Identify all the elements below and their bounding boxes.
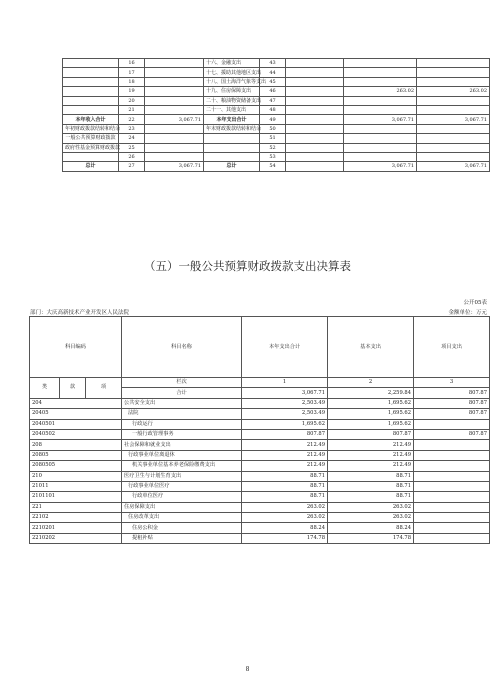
income-item-label: [63, 59, 119, 68]
expense-amount-1: [286, 162, 344, 171]
subject-code: 2210201: [30, 523, 122, 533]
amount-basic: 212.49: [328, 450, 414, 460]
summary-row: [63, 124, 490, 133]
amount-basic: 263.02: [328, 502, 414, 512]
header-total: 本年支出合计: [242, 317, 328, 378]
subject-code: 2080505: [30, 461, 122, 471]
expense-amount-3: 3,067.71: [417, 162, 490, 171]
summary-row: [63, 162, 490, 171]
income-item-label: 政府性基金预算财政拨款: [63, 143, 119, 152]
sum-total: 3,067.71: [242, 388, 328, 398]
income-item-label: [63, 105, 119, 114]
expense-item-label: 本年支出合计: [204, 115, 260, 124]
expense-amount-2: 263.02: [344, 87, 417, 96]
top-summary-table: [62, 58, 490, 172]
subject-code: 2040501: [30, 419, 122, 429]
income-item-label: [63, 96, 119, 105]
expense-amount-2: 3,067.71: [344, 162, 417, 171]
subject-name: 行政运行: [122, 419, 242, 429]
expense-row-number: 43: [260, 59, 286, 68]
expense-item-label: 十六、金融支出: [204, 59, 260, 68]
income-amount: [145, 96, 204, 105]
amount-project: [414, 419, 490, 429]
income-item-label: [63, 77, 119, 86]
income-amount: [145, 124, 204, 133]
income-item-label: [63, 152, 119, 161]
header-basic: 基本支出: [328, 317, 414, 378]
expense-amount-1: [286, 152, 344, 161]
expense-row-number: 51: [260, 134, 286, 143]
expense-amount-3: [417, 134, 490, 143]
subject-name: 住房保障支出: [122, 502, 242, 512]
expense-amount-1: [286, 68, 344, 77]
income-amount: 3,067.71: [145, 162, 204, 171]
expense-row-number: 45: [260, 77, 286, 86]
income-item-label: [63, 87, 119, 96]
subject-code: 21011: [30, 481, 122, 491]
expense-amount-3: [417, 77, 490, 86]
summary-row: [63, 152, 490, 161]
col-num-2: 2: [328, 378, 414, 388]
income-row-number: 18: [119, 77, 145, 86]
header-name: 科目名称: [122, 317, 242, 378]
income-row-number: 21: [119, 105, 145, 114]
income-amount: 3,067.71: [145, 115, 204, 124]
amount-project: [414, 533, 490, 543]
income-row-number: 26: [119, 152, 145, 161]
amount-basic: 263.02: [328, 513, 414, 523]
subject-code: 20805: [30, 450, 122, 460]
summary-row: [63, 68, 490, 77]
expense-amount-2: [344, 68, 417, 77]
expense-amount-1: [286, 134, 344, 143]
subject-code: 204: [30, 398, 122, 408]
expense-item-label: [204, 134, 260, 143]
income-amount: [145, 134, 204, 143]
sum-label: 合计: [122, 388, 242, 398]
amount-basic: 174.78: [328, 533, 414, 543]
header-lei: 类: [30, 378, 60, 399]
income-item-label: 一般公共预算财政拨款: [63, 134, 119, 143]
amount-project: 807.87: [414, 409, 490, 419]
subject-name: 行政单位医疗: [122, 492, 242, 502]
table-row: [30, 398, 490, 408]
expense-item-label: 二十一、其他支出: [204, 105, 260, 114]
expenditure-table: [29, 316, 490, 544]
income-amount: [145, 105, 204, 114]
amount-total: 2,503.49: [242, 398, 328, 408]
income-item-label: 本年收入合计: [63, 115, 119, 124]
header-code: 科目编码: [30, 317, 122, 378]
expense-row-number: 53: [260, 152, 286, 161]
expense-row-number: 52: [260, 143, 286, 152]
subject-code: 2210202: [30, 533, 122, 543]
subject-code: 208: [30, 440, 122, 450]
table-row: [30, 409, 490, 419]
amount-basic: 212.49: [328, 461, 414, 471]
expense-amount-1: [286, 124, 344, 133]
expense-row-number: 44: [260, 68, 286, 77]
amount-project: [414, 523, 490, 533]
subject-code: 210: [30, 471, 122, 481]
header-project: 项目支出: [414, 317, 490, 378]
expense-row-number: 47: [260, 96, 286, 105]
subject-name: 法院: [122, 409, 242, 419]
summary-row: [63, 96, 490, 105]
amount-project: 807.87: [414, 429, 490, 439]
subject-code: 221: [30, 502, 122, 512]
expense-amount-3: [417, 152, 490, 161]
income-amount: [145, 143, 204, 152]
subject-code: 2101101: [30, 492, 122, 502]
expense-amount-3: [417, 105, 490, 114]
income-row-number: 22: [119, 115, 145, 124]
table-row: [30, 481, 490, 491]
income-row-number: 19: [119, 87, 145, 96]
header-xiang: 项: [86, 378, 122, 399]
unit-label: 金额单位：万元: [448, 310, 487, 316]
expense-item-label: 总计: [204, 162, 260, 171]
sum-project: 807.87: [414, 388, 490, 398]
expense-row-number: 48: [260, 105, 286, 114]
income-amount: [145, 87, 204, 96]
amount-total: 88.71: [242, 471, 328, 481]
table-row: [30, 440, 490, 450]
expense-amount-1: [286, 105, 344, 114]
department-label: 部门：大庆高新技术产业开发区人民法院: [30, 310, 130, 316]
amount-project: [414, 481, 490, 491]
table-row: [30, 461, 490, 471]
expense-amount-1: [286, 87, 344, 96]
amount-basic: 1,695.62: [328, 409, 414, 419]
income-row-number: 16: [119, 59, 145, 68]
summary-row: [63, 87, 490, 96]
amount-project: [414, 513, 490, 523]
income-item-label: 总计: [63, 162, 119, 171]
income-amount: [145, 77, 204, 86]
top-summary-table-body: [63, 59, 490, 172]
summary-row: [63, 105, 490, 114]
expense-row-number: 50: [260, 124, 286, 133]
amount-basic: 88.71: [328, 492, 414, 502]
header-row-num: 栏次: [122, 378, 242, 388]
col-num-1: 1: [242, 378, 328, 388]
subject-name: 提租补贴: [122, 533, 242, 543]
expense-item-label: 十七、援助其他地区支出: [204, 68, 260, 77]
amount-project: [414, 502, 490, 512]
expense-amount-2: [344, 134, 417, 143]
subject-code: 20405: [30, 409, 122, 419]
summary-row: [63, 59, 490, 68]
sum-basic: 2,259.84: [328, 388, 414, 398]
expense-amount-1: [286, 143, 344, 152]
amount-total: 263.02: [242, 502, 328, 512]
summary-row: [63, 115, 490, 124]
expenditure-table-body: [30, 398, 490, 543]
table-row: [30, 429, 490, 439]
amount-basic: 88.24: [328, 523, 414, 533]
amount-project: [414, 492, 490, 502]
expense-amount-3: [417, 68, 490, 77]
subject-name: 公共安全支出: [122, 398, 242, 408]
amount-total: 88.71: [242, 481, 328, 491]
summary-row: [63, 134, 490, 143]
income-amount: [145, 152, 204, 161]
header-kuan: 款: [60, 378, 86, 399]
expense-amount-3: [417, 124, 490, 133]
expense-row-number: 54: [260, 162, 286, 171]
expense-item-label: 十九、住房保障支出: [204, 87, 260, 96]
amount-project: [414, 461, 490, 471]
table-row: [30, 513, 490, 523]
table-row: [30, 492, 490, 502]
subject-code: 22102: [30, 513, 122, 523]
subject-name: 社会保障和就业支出: [122, 440, 242, 450]
income-row-number: 17: [119, 68, 145, 77]
income-row-number: 24: [119, 134, 145, 143]
subject-name: 行政事业单位医疗: [122, 481, 242, 491]
expense-row-number: 49: [260, 115, 286, 124]
amount-total: 174.78: [242, 533, 328, 543]
amount-total: 88.71: [242, 492, 328, 502]
expense-amount-1: [286, 115, 344, 124]
expense-row-number: 46: [260, 87, 286, 96]
income-row-number: 23: [119, 124, 145, 133]
subject-name: 机关事业单位基本养老保险缴费支出: [122, 461, 242, 471]
table-row: [30, 419, 490, 429]
expense-amount-2: 3,067.71: [344, 115, 417, 124]
table-row: [30, 502, 490, 512]
amount-basic: 807.87: [328, 429, 414, 439]
amount-total: 2,503.49: [242, 409, 328, 419]
expense-amount-1: [286, 96, 344, 105]
summary-row: [63, 143, 490, 152]
amount-total: 807.87: [242, 429, 328, 439]
amount-basic: 212.49: [328, 440, 414, 450]
amount-project: [414, 471, 490, 481]
subject-name: 医疗卫生与计划生育支出: [122, 471, 242, 481]
income-row-number: 27: [119, 162, 145, 171]
section-title: （五）一般公共预算财政拨款支出决算表: [144, 259, 351, 273]
expense-amount-3: 263.02: [417, 87, 490, 96]
expense-item-label: 二十、粮油物资储备支出: [204, 96, 260, 105]
amount-total: 263.02: [242, 513, 328, 523]
income-item-label: 年初财政拨款结转和结余: [63, 124, 119, 133]
amount-total: 88.24: [242, 523, 328, 533]
expense-amount-2: [344, 105, 417, 114]
subject-name: 一般行政管理事务: [122, 429, 242, 439]
amount-total: 1,695.62: [242, 419, 328, 429]
expense-amount-2: [344, 59, 417, 68]
expense-amount-3: [417, 96, 490, 105]
expense-amount-3: [417, 143, 490, 152]
expense-amount-2: [344, 152, 417, 161]
amount-basic: 88.71: [328, 481, 414, 491]
amount-total: 212.49: [242, 450, 328, 460]
page-number: 8: [245, 666, 250, 673]
expense-item-label: 十八、国土海洋气象等支出: [204, 77, 260, 86]
expense-amount-3: [417, 59, 490, 68]
expense-amount-2: [344, 143, 417, 152]
form-code: 公开05表: [463, 300, 487, 306]
income-row-number: 25: [119, 143, 145, 152]
subject-name: 住房改革支出: [122, 513, 242, 523]
subject-code: 2040502: [30, 429, 122, 439]
summary-row: [63, 77, 490, 86]
header-row: [30, 317, 490, 378]
subject-name: 行政事业单位离退休: [122, 450, 242, 460]
expense-amount-2: [344, 77, 417, 86]
expense-amount-3: 3,067.71: [417, 115, 490, 124]
amount-basic: 1,695.62: [328, 398, 414, 408]
amount-total: 212.49: [242, 440, 328, 450]
column-number-row: [30, 378, 490, 388]
expense-amount-2: [344, 96, 417, 105]
amount-project: [414, 450, 490, 460]
expense-amount-2: [344, 124, 417, 133]
table-row: [30, 523, 490, 533]
income-row-number: 20: [119, 96, 145, 105]
income-amount: [145, 68, 204, 77]
amount-basic: 88.71: [328, 471, 414, 481]
income-amount: [145, 59, 204, 68]
expense-amount-1: [286, 59, 344, 68]
income-item-label: [63, 68, 119, 77]
subject-name: 住房公积金: [122, 523, 242, 533]
table-row: [30, 533, 490, 543]
amount-project: 807.87: [414, 398, 490, 408]
col-num-3: 3: [414, 378, 490, 388]
table-row: [30, 450, 490, 460]
expense-amount-1: [286, 77, 344, 86]
table-row: [30, 471, 490, 481]
expense-item-label: 年末财政拨款结转和结余: [204, 124, 260, 133]
amount-total: 212.49: [242, 461, 328, 471]
amount-basic: 1,695.62: [328, 419, 414, 429]
amount-project: [414, 440, 490, 450]
expense-item-label: [204, 152, 260, 161]
expense-item-label: [204, 143, 260, 152]
